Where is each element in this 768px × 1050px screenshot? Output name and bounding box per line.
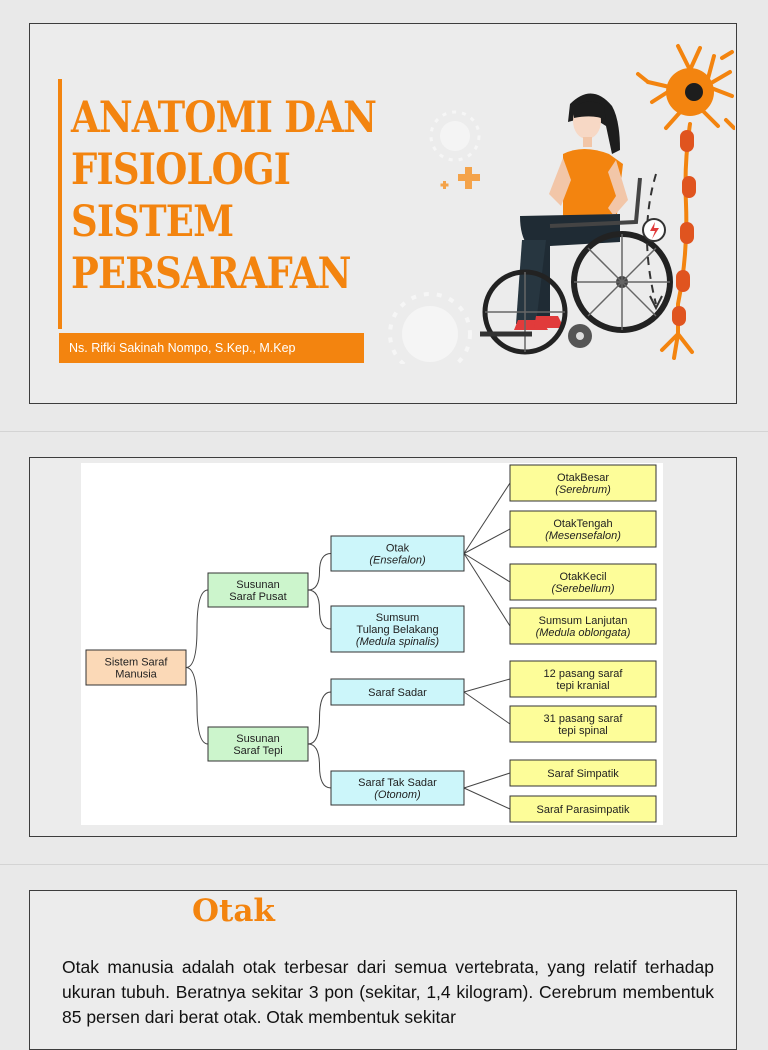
connector-line [464,773,510,788]
title-line: SISTEM [71,197,234,247]
wheelchair-user-icon [480,93,670,352]
node-label: Tulang Belakang [356,624,439,636]
connector-line [308,590,331,629]
node-label: Saraf Pusat [229,591,287,603]
diagram-node-tengah [510,511,656,547]
connector-line [308,692,331,744]
title-slide [29,23,737,404]
diagram-node-sadar [331,679,464,705]
diagram-node-pusat [208,573,308,607]
diagram-node-sumsum [331,606,464,652]
node-label: Sumsum [375,612,420,624]
title-accent-bar [58,79,62,329]
hierarchy-diagram [81,463,663,825]
connector-line [464,529,510,554]
neuron-icon [638,46,734,358]
node-label: Saraf Simpatik [547,768,619,780]
node-label: Saraf Tak Sadar [358,777,437,789]
title-line: PERSARAFAN [71,249,351,299]
slide-title [71,92,398,300]
node-label: Sistem Saraf [104,656,168,669]
connector-line [186,590,208,668]
node-label: (Otonom) [374,789,421,801]
diagram-node-taksadar [331,771,464,805]
node-label: (Serebrum) [555,484,611,496]
diagram-node-simpatik [510,760,656,786]
node-label: Saraf Sadar [368,687,427,699]
node-label: (Serebellum) [551,583,615,595]
connector-line [464,692,510,724]
diagram-node-tepi [208,727,308,761]
nervous-system-diagram [81,463,663,825]
diagram-node-kranial [510,661,656,697]
virus-decoration-icon [390,112,479,364]
connector-line [464,554,510,583]
node-label: Saraf Parasimpatik [536,804,630,816]
diagram-node-kecil [510,564,656,600]
author-label: Ns. Rifki Sakinah Nompo, S.Kep., M.Kep [59,333,364,363]
connector-line [464,679,510,692]
connector-line [308,554,331,591]
content-slide [29,890,737,1050]
node-label: OtakBesar [557,472,609,484]
node-label: Susunan [236,733,280,745]
node-label: tepi kranial [556,680,610,692]
connector-line [464,483,510,554]
slide-divider [0,864,768,865]
diagram-node-otak [331,536,464,571]
title-line: FISIOLOGI [71,145,291,195]
node-label: (Medula oblongata) [535,627,631,639]
section-title: Otak [192,893,275,929]
section-paragraph: Otak manusia adalah otak terbesar dari semua vertebrata, yang relatif terhadap ukuran tubuh. Beratnya sekitar 3 pon (sekitar, 1,4 kilogram). Cerebrum membentuk 85 persen dari berat otak. Otak membentuk sekitar [62,957,714,1027]
node-label: (Ensefalon) [369,554,426,567]
node-label: OtakTengah [553,518,613,530]
node-label: tepi spinal [558,725,608,737]
node-label: 12 pasang saraf [543,668,623,680]
node-label: 31 pasang saraf [543,713,623,725]
node-label: Sumsum Lanjutan [538,615,628,627]
connector-line [308,744,331,788]
illustration [370,34,735,364]
node-label: Otak [385,542,410,555]
title-line: ANATOMI DAN [71,93,377,143]
diagram-slide [29,457,737,837]
diagram-node-parasimpatik [510,796,656,822]
node-label: Saraf Tepi [233,745,283,757]
diagram-node-lanjutan [510,608,656,644]
diagram-node-besar [510,465,656,501]
connector-line [464,554,510,627]
diagram-node-spinal [510,706,656,742]
diagram-node-root [86,650,186,685]
node-label: Manusia [115,668,157,681]
slide-divider [0,431,768,432]
node-label: Susunan [236,579,280,591]
connector-line [186,668,208,745]
node-label: (Mesensefalon) [545,530,621,542]
node-label: (Medula spinalis) [355,636,440,648]
plus-icon [441,167,481,189]
node-label: OtakKecil [559,571,607,583]
connector-line [464,788,510,809]
